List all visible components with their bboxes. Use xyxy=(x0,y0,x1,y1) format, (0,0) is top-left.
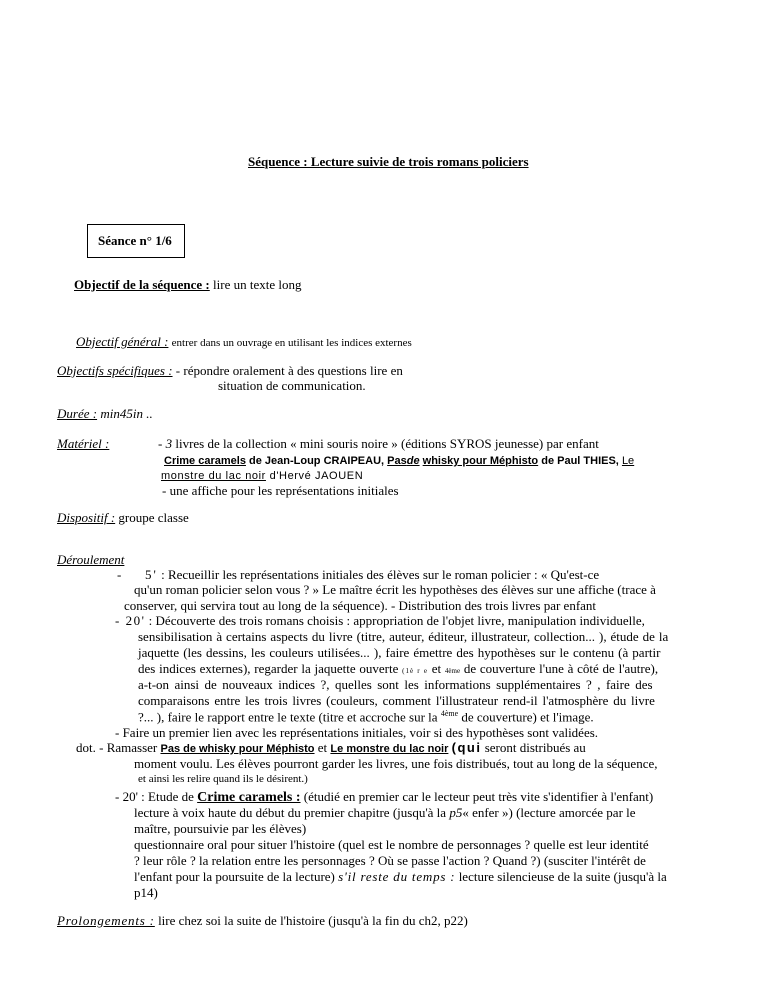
deroulement-label: Déroulement xyxy=(57,552,125,567)
step4-line1 xyxy=(76,740,586,756)
step4-post: seront distribués au xyxy=(484,740,586,755)
step5-line2 xyxy=(134,805,636,821)
step5-line6 xyxy=(134,869,667,885)
step4-line2: moment voulu. Les élèves pourront garder les livres, une fois distribués, tout au long de la séquence, xyxy=(134,756,658,771)
step2-line3: jaquette (les dessins, les couleurs utilisées... ), faire émettre des hypothèses sur le contenu (à partir xyxy=(138,645,661,660)
materiel-label: Matériel : xyxy=(57,436,110,451)
step2-line4-tiny2: 4ème xyxy=(444,667,461,675)
book-whisky: whisky pour Méphisto xyxy=(422,455,539,467)
objectif-general-label: Objectif général : xyxy=(76,334,169,349)
step2-line4-a: des indices externes), regarder la jaquette ouverte xyxy=(138,661,399,676)
author-thies: Paul THIES, xyxy=(557,455,619,467)
book-le: Le xyxy=(621,455,635,467)
step5-line5: ? leur rôle ? la relation entre les personnages ? Où se passe l'action ? Quand ?) (susciter l'intérêt de xyxy=(134,853,646,868)
step1-dash: - xyxy=(117,567,122,582)
step2-line4-et: et xyxy=(431,661,442,676)
materiel-line3: - une affiche pour les représentations initiales xyxy=(162,483,399,498)
prolongements xyxy=(57,913,468,929)
step4-qui: (qui xyxy=(451,740,482,755)
step5-line4: questionnaire oral pour situer l'histoire (quel est le nombre de personnages ? quelle est leur identité xyxy=(134,837,649,852)
step5-line6-it: s'il reste du temps : xyxy=(338,869,456,884)
duree-text: min45in .. xyxy=(100,406,153,421)
objectif-sequence xyxy=(74,277,301,293)
step5-line6-a: l'enfant pour la poursuite de la lecture) xyxy=(134,869,335,884)
step2-line2: sensibilisation à certains aspects du livre (titre, auteur, éditeur, illustrateur, collection... ), étude de la xyxy=(138,629,669,644)
step3-line: - Faire un premier lien avec les représentations initiales, voir si des hypothèses sont validées. xyxy=(115,725,599,740)
step4-line3: et ainsi les relire quand ils le désirent.) xyxy=(138,773,308,785)
materiel-line1 xyxy=(158,436,599,452)
materiel-books-line1 xyxy=(164,455,634,467)
step5-line3: maître, poursuivie par les élèves) xyxy=(134,821,307,836)
objectif-sequence-text: lire un texte long xyxy=(213,277,302,292)
step1-line3: conserver, qui servira tout au long de la séquence). - Distribution des trois livres par enfant xyxy=(124,598,597,613)
step1-line2: qu'un roman policier selon vous ? » Le maître écrit les hypothèses des élèves sur une affiche (trace à xyxy=(134,582,656,597)
step2-line7 xyxy=(138,709,594,725)
step4-pre: dot. - Ramasser xyxy=(76,740,158,755)
step2-line6: comparaisons entre les trois livres (couleurs, comment l'illustrateur rend-il l'atmosphère du livre xyxy=(138,693,655,708)
objectif-sequence-label: Objectif de la séquence : xyxy=(74,277,210,292)
step2-line7-a: ?... ), faire le rapport entre le texte (titre et accroche sur la xyxy=(138,709,438,725)
author-craipeau: de Jean-Loup CRAIPEAU, xyxy=(249,455,385,467)
step2-line4-b: de couverture l'une à côté de l'autre), xyxy=(463,661,659,676)
step5-line2-page: p5 xyxy=(449,805,463,820)
materiel-num: - 3 xyxy=(158,436,173,451)
author-de: de xyxy=(541,455,555,467)
step2-line5: a-t-on ainsi de nouveaux indices ?, quelles sont les informations supplémentaires ? , faire des xyxy=(138,677,653,692)
step2-time: - 20' xyxy=(115,613,146,628)
step5-line1 xyxy=(115,789,653,806)
book-pas: Pas xyxy=(387,455,407,467)
step4-et: et xyxy=(317,740,328,755)
objectif-general xyxy=(76,334,412,350)
step5-line2-b: « enfer ») (lecture amorcée par le xyxy=(462,805,636,820)
step2-text: : Découverte des trois romans choisis : appropriation de l'objet livre, manipulation individuelle, xyxy=(148,613,645,628)
objectif-general-text: entrer dans un ouvrage en utilisant les indices externes xyxy=(171,337,412,349)
duree xyxy=(57,406,153,422)
author-jaouen: d'Hervé JAOUEN xyxy=(269,470,364,482)
book-monstre: monstre du lac noir xyxy=(161,470,266,482)
book-crime-caramels: Crime caramels xyxy=(164,455,246,467)
step1-text: : Recueillir les représentations initiales des élèves sur le roman policier : « Qu'est-ce xyxy=(161,567,600,582)
objectifs-specifiques-label: Objectifs spécifiques : xyxy=(57,363,173,378)
step2-line4 xyxy=(138,661,658,677)
duree-label: Durée : xyxy=(57,406,98,421)
step1-line1 xyxy=(145,567,599,583)
step2-line7-sup: 4ème xyxy=(440,709,459,718)
step5-line2-a: lecture à voix haute du début du premier chapitre (jusqu'à la xyxy=(134,805,447,820)
document-title: Séquence : Lecture suivie de trois romans policiers xyxy=(248,154,529,169)
objectifs-specifiques-line2: situation de communication. xyxy=(218,378,366,393)
step5-line7: p14) xyxy=(134,885,158,900)
step5-line6-b: lecture silencieuse de la suite (jusqu'à la xyxy=(458,869,667,884)
step5-book: Crime caramels : xyxy=(197,790,301,805)
step2-line1 xyxy=(115,613,645,629)
prolongements-text: lire chez soi la suite de l'histoire (jusqu'à la fin du ch2, p22) xyxy=(158,913,468,928)
step2-line4-tiny1: (1è r e xyxy=(402,667,428,675)
materiel-books-line2 xyxy=(161,470,363,482)
step4-book2: Le monstre du lac noir xyxy=(330,743,449,755)
step4-book1: Pas de whisky pour Méphisto xyxy=(160,743,315,755)
objectifs-specifiques xyxy=(57,363,403,379)
step2-line7-b: de couverture) et l'image. xyxy=(461,709,594,725)
book-de: de xyxy=(406,455,420,467)
objectifs-specifiques-line1: - répondre oralement à des questions lire en xyxy=(175,363,403,378)
step1-time: 5' xyxy=(145,567,158,582)
materiel-line1-text: livres de la collection « mini souris noire » (éditions SYROS jeunesse) par enfant xyxy=(175,436,599,451)
prolongements-label: Prolongements : xyxy=(57,913,155,928)
dispositif-label: Dispositif : xyxy=(57,510,116,525)
step5-time: - 20' : Etude de xyxy=(115,789,194,804)
dispositif xyxy=(57,510,189,526)
step5-text: (étudié en premier car le lecteur peut très vite s'identifier à l'enfant) xyxy=(303,789,654,804)
seance-number: Séance n° 1/6 xyxy=(98,233,172,248)
dispositif-text: groupe classe xyxy=(118,510,189,525)
